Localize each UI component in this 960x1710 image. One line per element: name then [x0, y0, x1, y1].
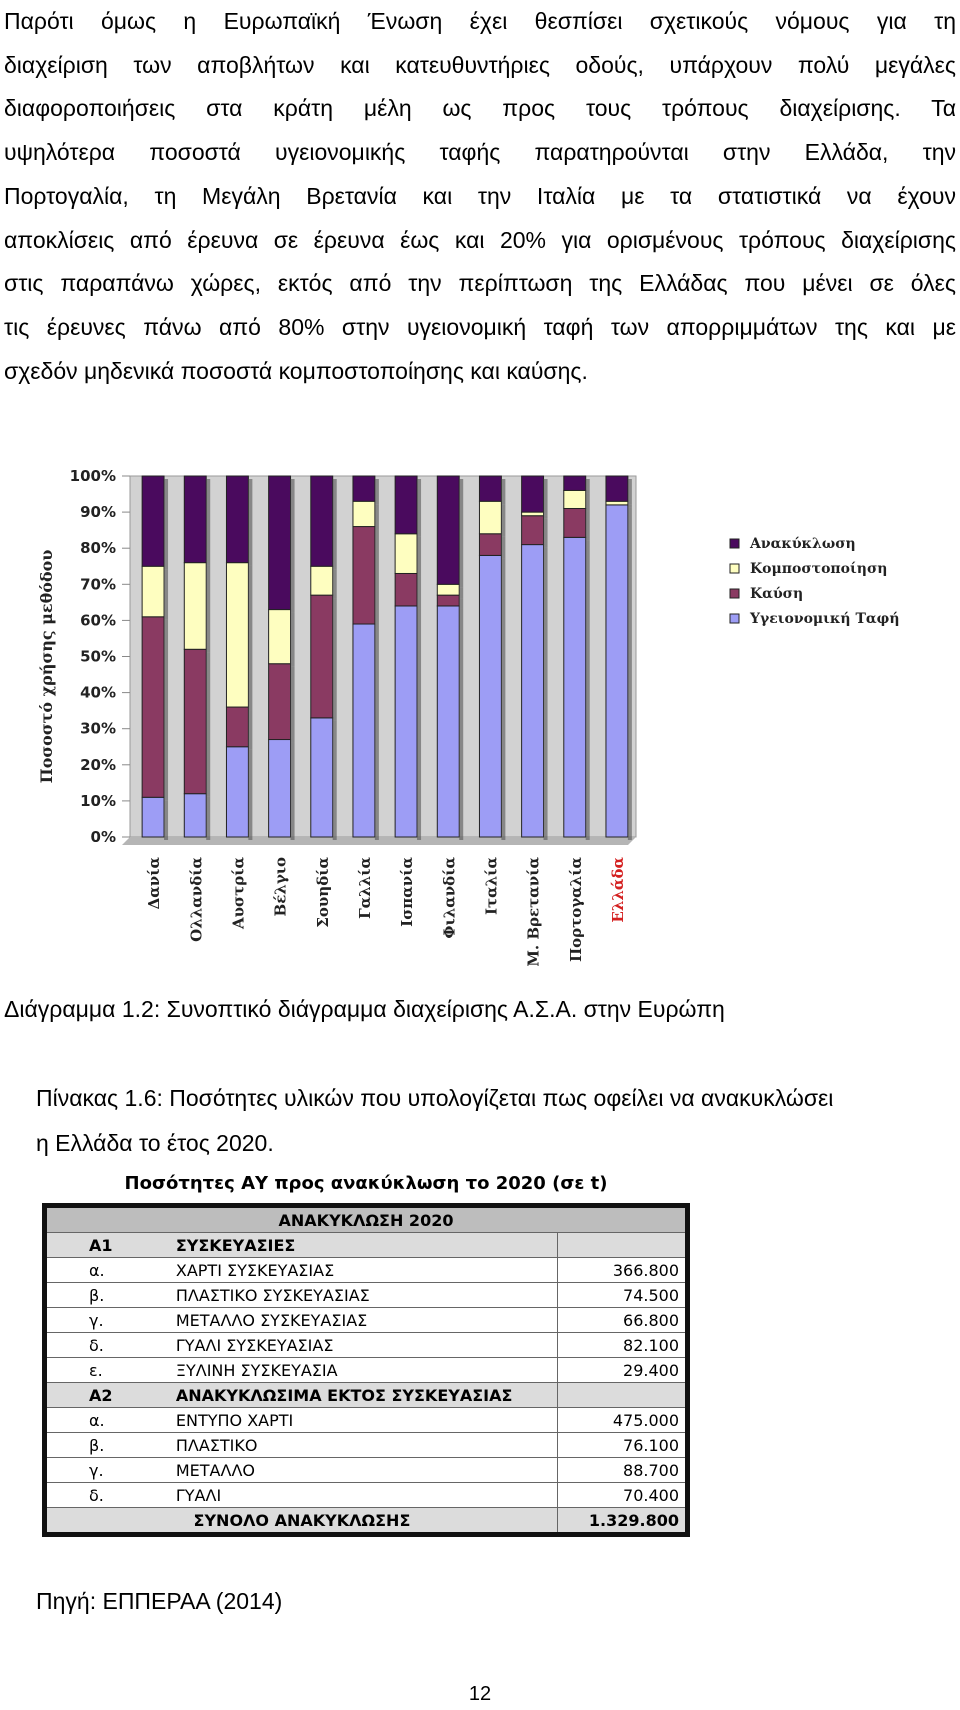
paragraph-line: υψηλότερα ποσοστά υγειονομικής ταφής παρατηρούνται στην Ελλάδα, την [4, 139, 956, 166]
bar-segment [311, 476, 333, 566]
x-tick-label: Δανία [145, 857, 164, 910]
bar-segment [395, 573, 417, 605]
row-quantity: 74.500 [557, 1283, 687, 1308]
y-axis-label: Ποσοστό χρήσης μεθόδου [37, 549, 56, 784]
bar-segment [522, 512, 544, 516]
bar-segment [269, 664, 291, 740]
bar-shadow [206, 797, 210, 840]
y-tick-label: 60% [80, 611, 116, 630]
chart-svg [30, 456, 910, 976]
bar-shadow [164, 620, 168, 801]
bar-segment [184, 794, 206, 837]
paragraph-line: Πορτογαλία, τη Μεγάλη Βρετανία και την Ιταλία με τα στατιστικά να έχουν [4, 182, 956, 209]
bar-segment [353, 476, 375, 501]
bar-shadow [164, 569, 168, 620]
diagram-caption: Διάγραμμα 1.2: Συνοπτικό διάγραμμα διαχείρισης Α.Σ.Α. στην Ευρώπη [4, 996, 725, 1022]
row-quantity [557, 1233, 687, 1258]
x-tick-label: Βέλγιο [271, 857, 290, 917]
row-material: ΠΛΑΣΤΙΚΟ [170, 1433, 558, 1458]
y-tick-label: 100% [69, 467, 116, 485]
bar-shadow [544, 548, 548, 840]
bar-shadow [375, 479, 379, 504]
bar-shadow [333, 479, 337, 569]
bar-shadow [164, 800, 168, 840]
stacked-bar-chart [30, 456, 910, 976]
bar-segment [564, 476, 586, 490]
row-quantity: 366.800 [557, 1258, 687, 1283]
bar-shadow [501, 558, 505, 840]
x-tick-label: Σουηδία [313, 857, 332, 928]
row-letter: γ. [45, 1458, 170, 1483]
row-letter: δ. [45, 1333, 170, 1358]
y-tick-label: 80% [80, 539, 116, 558]
bar-shadow [291, 743, 295, 840]
legend-label: Κομποστοποίηση [750, 561, 888, 577]
row-letter: Α1 [45, 1233, 170, 1258]
bar-segment [564, 508, 586, 537]
bar-shadow [291, 667, 295, 743]
bar-shadow [501, 479, 505, 504]
x-tick-label: Ελλάδα [608, 857, 627, 923]
bar-shadow [291, 479, 295, 613]
bar-segment [142, 566, 164, 617]
table-row [45, 1308, 688, 1333]
source-note: Πηγή: ΕΠΠΕΡΑΑ (2014) [36, 1588, 283, 1614]
bar-shadow [417, 609, 421, 840]
bar-segment [437, 584, 459, 595]
bar-segment [269, 610, 291, 664]
bar-segment [353, 501, 375, 526]
bar-segment [395, 476, 417, 534]
row-material: ΧΑΡΤΙ ΣΥΣΚΕΥΑΣΙΑΣ [170, 1258, 558, 1283]
bar-shadow [628, 508, 632, 840]
bar-shadow [248, 566, 252, 710]
bar-shadow [628, 504, 632, 508]
x-tick-label: Γαλλία [355, 857, 374, 920]
bar-shadow [459, 598, 463, 609]
bar-segment [395, 606, 417, 837]
row-letter: ε. [45, 1358, 170, 1383]
bar-segment [479, 534, 501, 556]
y-tick-label: 90% [80, 503, 116, 522]
total-value: 1.329.800 [557, 1508, 687, 1535]
table-row [45, 1383, 688, 1408]
bar-shadow [586, 493, 590, 511]
paragraph-line: διαχείριση των αποβλήτων και κατευθυντήριες οδούς, υπάρχουν πολύ μεγάλες [4, 51, 956, 78]
bar-segment [395, 534, 417, 574]
bar-shadow [586, 479, 590, 493]
row-material: ΓΥΑΛΙ ΣΥΣΚΕΥΑΣΙΑΣ [170, 1333, 558, 1358]
bar-shadow [333, 569, 337, 598]
row-material: ΞΥΛΙΝΗ ΣΥΣΚΕΥΑΣΙΑ [170, 1358, 558, 1383]
table-row [45, 1258, 688, 1283]
bar-segment [311, 595, 333, 718]
y-tick-label: 50% [80, 647, 116, 666]
page-number: 12 [468, 1683, 492, 1705]
bar-shadow [375, 627, 379, 840]
bar-shadow [248, 479, 252, 566]
bar-segment [353, 527, 375, 624]
row-letter: β. [45, 1283, 170, 1308]
row-letter: β. [45, 1433, 170, 1458]
bar-shadow [206, 652, 210, 796]
bar-shadow [164, 479, 168, 569]
paragraph-line: αποκλίσεις από έρευνα σε έρευνα έως και 20% για ορισμένους τρόπους διαχείρισης [4, 226, 956, 253]
bar-segment [142, 476, 164, 566]
row-material: ΜΕΤΑΛΛΟ ΣΥΣΚΕΥΑΣΙΑΣ [170, 1308, 558, 1333]
row-quantity: 88.700 [557, 1458, 687, 1483]
bar-segment [606, 476, 628, 501]
paragraph-line: διαφοροποιήσεις στα κράτη μέλη ως προς τους τρόπους διαχείρισης. Τα [4, 95, 956, 122]
legend-swatch [730, 539, 739, 548]
row-material: ΜΕΤΑΛΛΟ [170, 1458, 558, 1483]
bar-segment [437, 606, 459, 837]
table-row [45, 1283, 688, 1308]
bar-segment [269, 740, 291, 837]
legend-label: Καύση [750, 586, 804, 602]
table-row [45, 1483, 688, 1508]
row-letter: Α2 [45, 1383, 170, 1408]
x-tick-label: Ιταλία [482, 857, 501, 915]
y-tick-label: 70% [80, 575, 116, 594]
bar-shadow [206, 479, 210, 566]
table-caption-line: Πίνακας 1.6: Ποσότητες υλικών που υπολογίζεται πως οφείλει να ανακυκλώσει [36, 1085, 834, 1111]
bar-shadow [459, 609, 463, 840]
y-tick-label: 40% [80, 683, 116, 702]
bar-shadow [459, 587, 463, 598]
bar-segment [311, 566, 333, 595]
bar-shadow [375, 504, 379, 529]
row-material: ΑΝΑΚΥΚΛΩΣΙΜΑ ΕΚΤΟΣ ΣΥΣΚΕΥΑΣΙΑΣ [170, 1383, 558, 1408]
row-letter: α. [45, 1258, 170, 1283]
bar-segment [606, 505, 628, 837]
bar-shadow [459, 479, 463, 587]
bar-shadow [291, 613, 295, 667]
row-quantity: 475.000 [557, 1408, 687, 1433]
row-letter: γ. [45, 1308, 170, 1333]
table-header: ΑΝΑΚΥΚΛΩΣΗ 2020 [45, 1206, 688, 1233]
bar-shadow [544, 519, 548, 548]
bar-segment [226, 707, 248, 747]
bar-segment [311, 718, 333, 837]
paragraph-line: στις παραπάνω χώρες, εκτός από την περίπτωση της Ελλάδας που μένει σε όλες [4, 270, 956, 297]
bar-shadow [501, 537, 505, 559]
table-total-row [45, 1508, 688, 1535]
table-caption-line: η Ελλάδα το έτος 2020. [36, 1130, 274, 1156]
row-quantity: 66.800 [557, 1308, 687, 1333]
bar-segment [437, 595, 459, 606]
total-label: ΣΥΝΟΛΟ ΑΝΑΚΥΚΛΩΣΗΣ [45, 1508, 558, 1535]
legend-swatch [730, 614, 739, 623]
bar-segment [353, 624, 375, 837]
bar-shadow [375, 530, 379, 627]
bar-shadow [544, 479, 548, 515]
row-quantity: 76.100 [557, 1433, 687, 1458]
bar-shadow [586, 540, 590, 840]
bar-segment [184, 476, 206, 563]
bar-shadow [417, 576, 421, 608]
bar-shadow [248, 750, 252, 840]
table-row [45, 1333, 688, 1358]
x-tick-label: Αυστρία [229, 857, 248, 929]
bar-segment [479, 555, 501, 837]
bar-segment [226, 476, 248, 563]
bar-segment [142, 797, 164, 837]
bar-shadow [628, 479, 632, 504]
paragraph-line: Παρότι όμως η Ευρωπαϊκή Ένωση έχει θεσπίσει σχετικούς νόμους για τη [4, 8, 956, 34]
bar-segment [606, 501, 628, 505]
bar-segment [226, 563, 248, 707]
plot-floor [122, 837, 636, 845]
x-tick-label: Πορτογαλία [566, 857, 585, 963]
bar-shadow [501, 504, 505, 536]
y-tick-label: 30% [80, 719, 116, 738]
paragraph-line: τις έρευνες πάνω από 80% στην υγειονομική ταφή των απορριμμάτων της και με [4, 313, 956, 340]
x-tick-label: Ολλανδία [187, 857, 206, 942]
table-row [45, 1233, 688, 1258]
row-material: ΠΛΑΣΤΙΚΟ ΣΥΣΚΕΥΑΣΙΑΣ [170, 1283, 558, 1308]
bar-shadow [586, 511, 590, 540]
y-tick-label: 10% [80, 791, 116, 810]
body-paragraph [4, 0, 956, 393]
row-material: ΕΝΤΥΠΟ ΧΑΡΤΙ [170, 1408, 558, 1433]
y-tick-label: 0% [90, 828, 116, 846]
bar-shadow [333, 598, 337, 721]
bar-shadow [248, 710, 252, 750]
table-row [45, 1358, 688, 1383]
table-title: Ποσότητες ΑΥ προς ανακύκλωση το 2020 (σε t) [124, 1173, 608, 1194]
bar-shadow [544, 515, 548, 519]
x-tick-label: Φιλανδία [440, 857, 459, 939]
bar-shadow [417, 537, 421, 577]
row-material: ΓΥΑΛΙ [170, 1483, 558, 1508]
bar-segment [437, 476, 459, 584]
legend-label: Ανακύκλωση [750, 536, 856, 552]
table-row [45, 1408, 688, 1433]
bar-segment [226, 747, 248, 837]
bar-segment [564, 490, 586, 508]
bar-shadow [206, 566, 210, 653]
table-row [45, 1433, 688, 1458]
legend-label: Υγειονομική Ταφή [750, 611, 900, 627]
bar-shadow [333, 721, 337, 840]
legend-swatch [730, 589, 739, 598]
bar-segment [479, 501, 501, 533]
bar-shadow [417, 479, 421, 537]
row-quantity [557, 1383, 687, 1408]
bar-segment [479, 476, 501, 501]
row-quantity: 70.400 [557, 1483, 687, 1508]
x-tick-label: Ισπανία [398, 857, 417, 927]
bar-segment [522, 516, 544, 545]
bar-segment [184, 563, 206, 650]
paragraph-line: σχεδόν μηδενικά ποσοστά κομποστοποίησης και καύσης. [4, 357, 588, 384]
bar-segment [522, 545, 544, 837]
bar-segment [269, 476, 291, 610]
legend-swatch [730, 564, 739, 573]
row-quantity: 82.100 [557, 1333, 687, 1358]
x-tick-label: Μ. Βρετανία [524, 857, 543, 967]
recycling-table [42, 1203, 690, 1537]
y-tick-label: 20% [80, 755, 116, 774]
bar-segment [564, 537, 586, 837]
row-quantity: 29.400 [557, 1358, 687, 1383]
bar-segment [522, 476, 544, 512]
bar-segment [142, 617, 164, 798]
row-letter: δ. [45, 1483, 170, 1508]
row-material: ΣΥΣΚΕΥΑΣΙΕΣ [170, 1233, 558, 1258]
bar-segment [184, 649, 206, 793]
row-letter: α. [45, 1408, 170, 1433]
table-row [45, 1458, 688, 1483]
